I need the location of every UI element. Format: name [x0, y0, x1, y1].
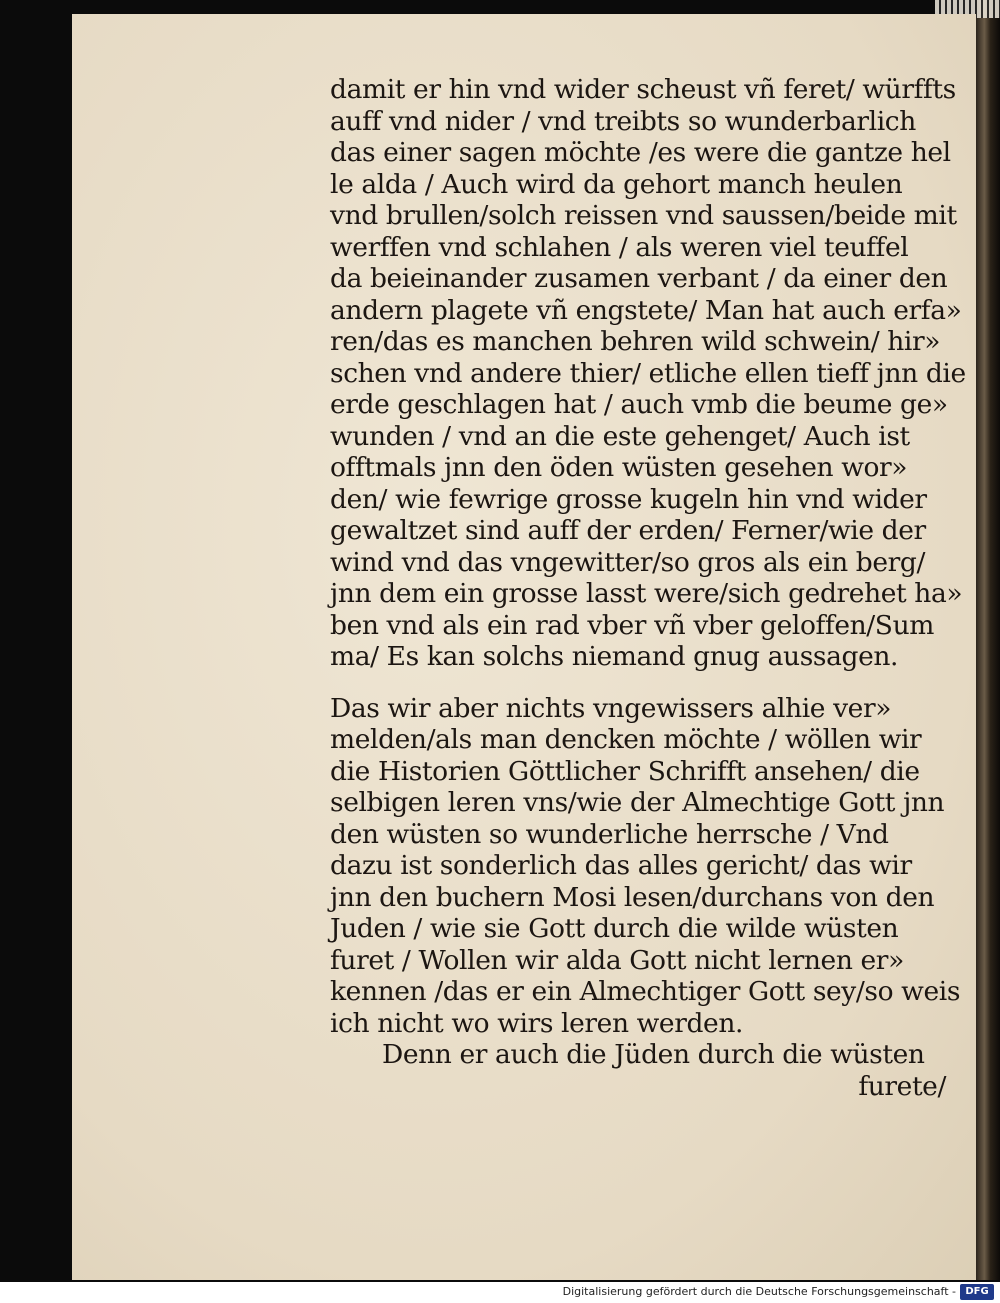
text-line: jnn dem ein grosse lasst were/sich gedrehet ha» — [330, 578, 963, 609]
text-line: damit er hin vnd wider scheust vñ feret/ würffts — [330, 74, 956, 105]
text-line: das einer sagen möchte /es were die gantze hel — [330, 137, 951, 168]
text-line: kennen /das er ein Almechtiger Gott sey/so weis — [330, 976, 961, 1007]
text-line: andern plagete vñ engstete/ Man hat auch erfa» — [330, 294, 962, 326]
text-line: ben vnd als ein rad vber vñ vber geloffen/Sum — [330, 609, 934, 641]
text-line: dazu ist sonderlich das alles gericht/ das wir — [330, 850, 912, 881]
text-line: offtmals jnn den öden wüsten gesehen wor» — [330, 452, 908, 483]
text-line: ren/das es manchen behren wild schwein/ hir» — [330, 326, 941, 357]
text-line: schen vnd andere thier/ etliche ellen tieff jnn die — [330, 357, 966, 389]
text-line: furet / Wollen wir alda Gott nicht lernen er» — [330, 944, 904, 976]
text-line: Denn er auch die Jüden durch die wüsten — [382, 1039, 925, 1070]
text-line: da beieinander zusamen verbant / da einer den — [330, 263, 948, 294]
text-line: melden/als man dencken möchte / wöllen wir — [330, 724, 922, 755]
text-line: ich nicht wo wirs leren werden. — [330, 1007, 744, 1039]
text-line: wunden / vnd an die este gehenget/ Auch ist — [330, 420, 910, 452]
page-text — [330, 74, 980, 1102]
text-line: le alda / Auch wird da gehort manch heulen — [330, 168, 903, 200]
text-line: auff vnd nider / vnd treibts so wunderbarlich — [330, 105, 916, 137]
text-line: jnn den buchern Mosi lesen/durchans von den — [330, 881, 935, 913]
footer-credit: Digitalisierung gefördert durch die Deutsche Forschungsgemeinschaft - — [562, 1285, 956, 1298]
text-line: werffen vnd schlahen / als weren viel teuffel — [330, 231, 909, 263]
footer-bar — [0, 1282, 1000, 1303]
dfg-logo: DFG — [960, 1284, 994, 1300]
text-line: erde geschlagen hat / auch vmb die beume ge» — [330, 389, 948, 420]
text-line: den wüsten so wunderliche herrsche / Vnd — [330, 818, 889, 850]
catchword: furete/ — [858, 1070, 946, 1102]
text-line: vnd brullen/solch reissen vnd saussen/beide mit — [330, 200, 957, 231]
text-line: den/ wie fewrige grosse kugeln hin vnd wider — [330, 483, 927, 515]
text-line: gewaltzet sind auff der erden/ Ferner/wie der — [330, 515, 926, 546]
text-line: ma/ Es kan solchs niemand gnug aussagen. — [330, 641, 899, 672]
text-line: die Historien Göttlicher Schrifft ansehen/ die — [330, 755, 920, 787]
text-line: Das wir aber nichts vngewissers alhie ver» — [330, 692, 892, 724]
text-line: selbigen leren vns/wie der Almechtige Gott jnn — [330, 787, 945, 818]
paragraph-gap — [330, 673, 980, 693]
text-line: wind vnd das vngewitter/so gros als ein berg/ — [330, 546, 925, 578]
text-line: Juden / wie sie Gott durch die wilde wüsten — [330, 913, 899, 944]
